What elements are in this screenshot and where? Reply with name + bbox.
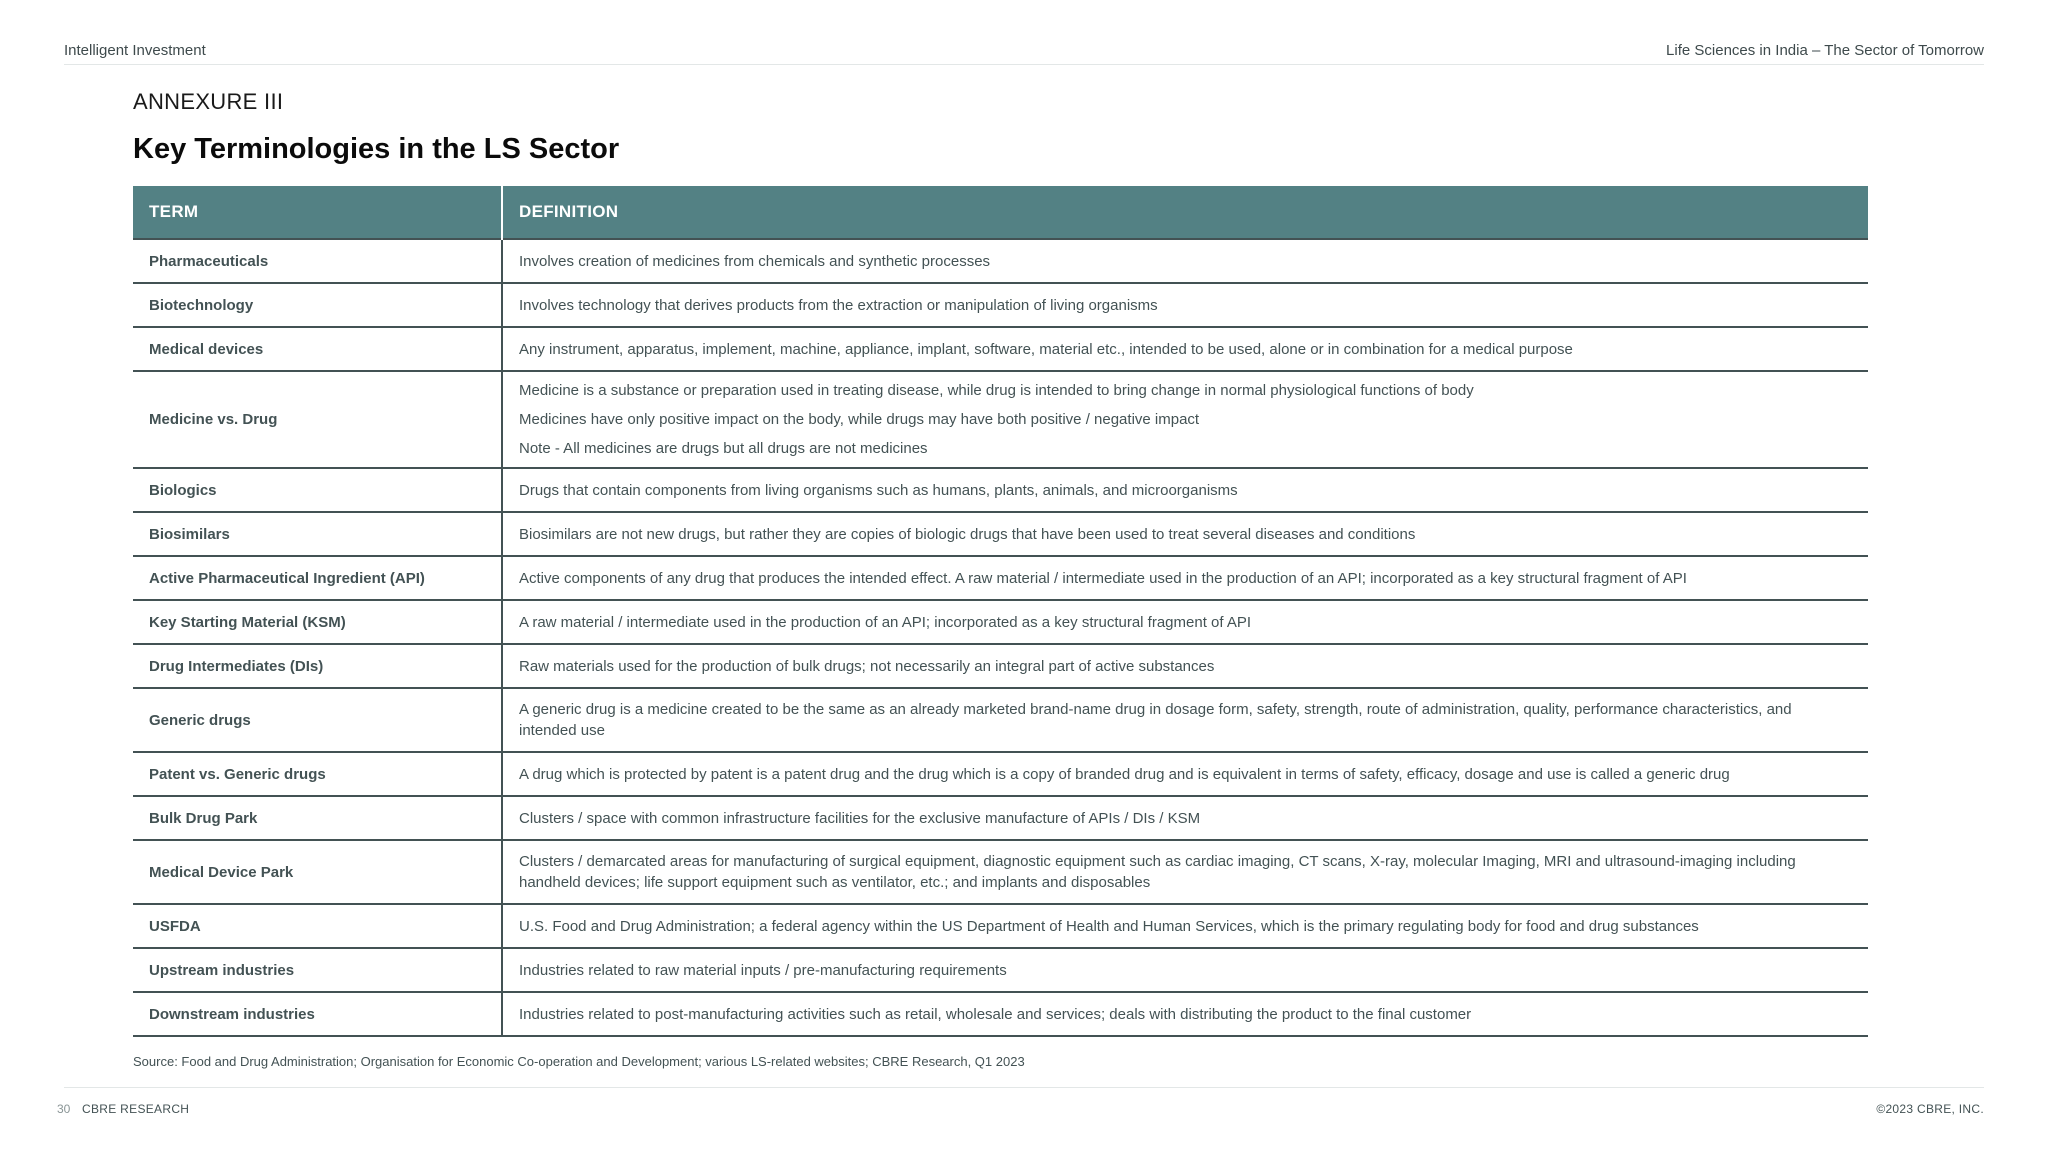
table-header-row — [133, 186, 1868, 239]
definition-text: Industries related to post-manufacturing activities such as retail, wholesale and services; deals with distributing the product to the final customer — [519, 1005, 1472, 1023]
table-row — [133, 600, 1868, 644]
table-row — [133, 644, 1868, 688]
table-row — [133, 371, 1868, 468]
definition-text: Note - All medicines are drugs but all drugs are not medicines — [519, 440, 928, 457]
table-row — [133, 992, 1868, 1036]
definition-cell — [502, 283, 1868, 327]
definition-text: Medicine is a substance or preparation used in treating disease, while drug is intended to bring change in normal physiological functions of body — [519, 382, 1474, 399]
table-row — [133, 840, 1868, 904]
term-cell: Generic drugs — [149, 711, 251, 729]
definition-text: Involves technology that derives products from the extraction or manipulation of living organisms — [519, 296, 1158, 314]
definition-text: Raw materials used for the production of bulk drugs; not necessarily an integral part of active substances — [519, 657, 1215, 675]
definition-cell — [502, 796, 1868, 840]
column-header-term: TERM — [133, 186, 502, 239]
definition-cell — [502, 239, 1868, 283]
header-divider — [64, 64, 1984, 65]
definition-text: Clusters / space with common infrastructure facilities for the exclusive manufacture of APIs / DIs / KSM — [519, 809, 1201, 827]
term-cell: Biotechnology — [149, 296, 254, 314]
definition-cell — [502, 468, 1868, 512]
term-cell: Biologics — [149, 481, 217, 499]
term-cell: Medical Device Park — [149, 863, 294, 881]
term-cell: Medicine vs. Drug — [149, 411, 278, 428]
term-cell: Key Starting Material (KSM) — [149, 613, 346, 631]
term-cell: USFDA — [149, 917, 201, 935]
table-row — [133, 796, 1868, 840]
definition-text: Involves creation of medicines from chemicals and synthetic processes — [519, 252, 991, 270]
footer-brand: CBRE RESEARCH — [82, 1102, 190, 1116]
page-number: 30 — [57, 1102, 71, 1116]
header-right-label: Life Sciences in India – The Sector of Tomorrow — [1666, 42, 1984, 59]
table-row — [133, 688, 1868, 752]
footer-copyright: ©2023 CBRE, INC. — [1876, 1102, 1984, 1116]
term-cell: Active Pharmaceutical Ingredient (API) — [149, 569, 425, 587]
table-row — [133, 904, 1868, 948]
table-row — [133, 327, 1868, 371]
term-cell: Biosimilars — [149, 525, 230, 543]
definition-cell — [502, 556, 1868, 600]
header-left-label: Intelligent Investment — [64, 42, 206, 59]
term-cell: Bulk Drug Park — [149, 809, 258, 827]
definition-text: A generic drug is a medicine created to be the same as an already marketed brand-name drug in dosage form, safety, strength, route of administration, quality, performance characteristics, and intended use — [519, 701, 1792, 739]
terminology-table — [133, 186, 1868, 1037]
table-row — [133, 239, 1868, 283]
definition-cell — [502, 688, 1868, 752]
definition-cell — [502, 371, 1868, 468]
definition-text: Any instrument, apparatus, implement, machine, appliance, implant, software, material etc., intended to be used, alone or in combination for a medical purpose — [519, 340, 1573, 358]
table-row — [133, 512, 1868, 556]
column-header-definition: DEFINITION — [502, 186, 1868, 239]
table-body — [133, 239, 1868, 1036]
definition-text: Drugs that contain components from living organisms such as humans, plants, animals, and microorganisms — [519, 481, 1238, 499]
definition-text: Clusters / demarcated areas for manufacturing of surgical equipment, diagnostic equipment such as cardiac imaging, CT scans, X-ray, molecular Imaging, MRI and ultrasound-imaging including handheld devices; life support equipment such as ventilator, etc.; and implants and disposables — [519, 853, 1796, 891]
definition-cell — [502, 840, 1868, 904]
definition-cell — [502, 600, 1868, 644]
definition-text: A drug which is protected by patent is a patent drug and the drug which is a copy of branded drug and is equivalent in terms of safety, efficacy, dosage and use is called a generic drug — [519, 765, 1730, 783]
term-cell: Drug Intermediates (DIs) — [149, 657, 324, 675]
table-row — [133, 752, 1868, 796]
annexure-label: ANNEXURE III — [133, 89, 284, 114]
definition-cell — [502, 512, 1868, 556]
term-cell: Pharmaceuticals — [149, 252, 269, 270]
definition-cell — [502, 948, 1868, 992]
definition-text: Biosimilars are not new drugs, but rather they are copies of biologic drugs that have been used to treat several diseases and conditions — [519, 525, 1416, 543]
definition-cell — [502, 327, 1868, 371]
footer-divider — [64, 1087, 1984, 1088]
definition-text: Industries related to raw material inputs / pre-manufacturing requirements — [519, 961, 1007, 979]
term-cell: Patent vs. Generic drugs — [149, 765, 326, 783]
page-title: Key Terminologies in the LS Sector — [133, 133, 620, 165]
table-row — [133, 283, 1868, 327]
table-row — [133, 556, 1868, 600]
term-cell: Upstream industries — [149, 961, 295, 979]
definition-cell — [502, 752, 1868, 796]
definition-text: Active components of any drug that produces the intended effect. A raw material / intermediate used in the production of an API; incorporated as a key structural fragment of API — [519, 569, 1687, 587]
table-row — [133, 948, 1868, 992]
definition-cell — [502, 904, 1868, 948]
definition-cell — [502, 992, 1868, 1036]
definition-text: U.S. Food and Drug Administration; a federal agency within the US Department of Health and Human Services, which is the primary regulating body for food and drug substances — [519, 917, 1699, 935]
term-cell: Medical devices — [149, 340, 264, 358]
source-note: Source: Food and Drug Administration; Organisation for Economic Co-operation and Development; various LS-related websites; CBRE Research, Q1 2023 — [133, 1054, 1025, 1069]
table-row — [133, 468, 1868, 512]
definition-cell — [502, 644, 1868, 688]
definition-text: Medicines have only positive impact on the body, while drugs may have both positive / negative impact — [519, 411, 1200, 428]
term-cell: Downstream industries — [149, 1005, 315, 1023]
definition-text: A raw material / intermediate used in the production of an API; incorporated as a key structural fragment of API — [519, 613, 1252, 631]
